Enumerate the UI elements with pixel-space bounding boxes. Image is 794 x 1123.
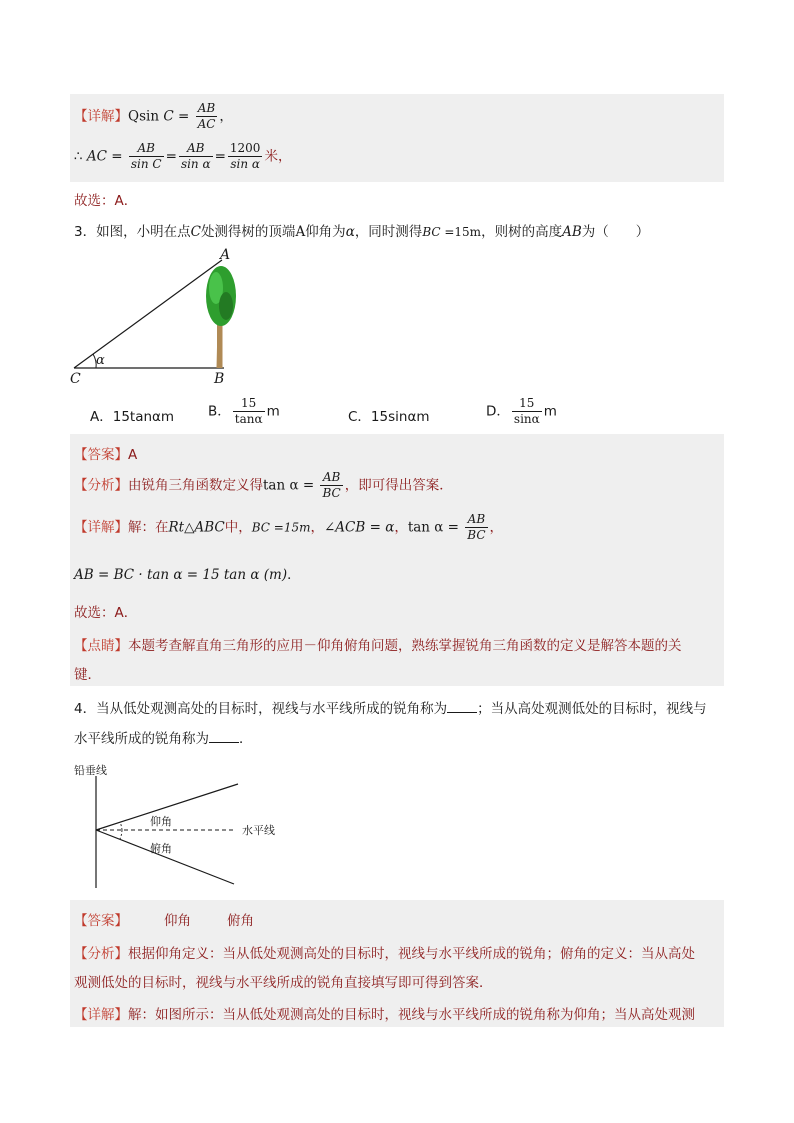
comment-tag: 【点睛】 <box>74 638 128 654</box>
comment-line-1-q3 <box>74 634 682 654</box>
answer-tag: 【答案】 <box>74 913 128 929</box>
analysis-tag: 【分析】 <box>74 477 128 494</box>
answer-value: A <box>128 447 138 463</box>
tan-expr: tan α = <box>407 519 464 536</box>
therefore-line-q2: ∴ AC = $\frac{AB}{\text{sin C}}$ = $\frac{AB}{\text{sin α}}$ = $\frac{1200}{\text{sin α}}$ 米， <box>74 141 292 171</box>
tree-shade <box>219 292 233 320</box>
option-d[interactable] <box>486 396 557 427</box>
depression-label: 俯角 <box>150 842 172 855</box>
option-d-fraction <box>512 396 542 427</box>
label-alpha: α <box>96 353 105 368</box>
bc-value: =15m <box>440 225 482 239</box>
rt-triangle: Rt△ABC <box>168 519 225 536</box>
answer-tag: 【答案】 <box>74 447 128 463</box>
stem-part: 4．当从低处观测高处的目标时，视线与水平线所成的锐角称为 <box>74 701 448 717</box>
frac-num: 15 <box>233 396 265 412</box>
question-4-line-2 <box>74 727 253 747</box>
choice-line-q2 <box>74 189 137 209</box>
blank-2[interactable] <box>209 730 239 743</box>
frac-den: AC <box>197 117 216 131</box>
analysis-text: 由锐角三角函数定义得 <box>128 477 263 494</box>
fraction-3 <box>228 141 263 172</box>
blank-1[interactable] <box>447 700 477 713</box>
option-a[interactable] <box>90 405 174 425</box>
depression-arc <box>120 830 122 839</box>
analysis-text: ，即可得出答案． <box>344 477 453 494</box>
therefore-symbol: ∴ <box>74 148 87 165</box>
frac-num: 15 <box>512 396 542 412</box>
result-equation: AB = BC · tan α = 15 tan α (m) <box>74 567 288 583</box>
analysis-tag: 【分析】 <box>74 946 128 962</box>
label-a: A <box>220 247 231 263</box>
stem-part: ；当从高处观测低处的目标时，视线与 <box>477 701 707 717</box>
analysis-line-1-q4 <box>74 942 695 962</box>
answer-line-q3 <box>74 443 137 463</box>
stem-part: 处测得树的顶端 <box>200 224 296 240</box>
var-ac: AC <box>86 148 107 165</box>
period: ． <box>287 567 301 583</box>
frac-num: AB <box>465 512 487 528</box>
elevation-depression-figure <box>72 762 292 892</box>
frac-den: sin α <box>230 157 260 171</box>
fraction-2 <box>179 141 213 172</box>
detail-fraction <box>465 512 487 543</box>
bc-eq: BC =15m <box>251 520 311 535</box>
analysis-fraction <box>320 470 342 501</box>
frac-den: BC <box>467 528 486 542</box>
elevation-label: 仰角 <box>150 815 172 828</box>
label-b: B <box>214 371 225 386</box>
analysis-text: 观测低处的目标时，视线与水平线所成的锐角直接填写即可得到答案． <box>74 975 493 991</box>
choice-text: 故选：A． <box>74 605 138 621</box>
stem-part: ，同时测得 <box>354 224 423 240</box>
detail-tag: 【详解】 <box>74 1007 128 1023</box>
equation-line-q3 <box>74 563 301 583</box>
sight-line-down <box>96 830 234 884</box>
frac-den: sin α <box>180 157 211 171</box>
fraction-1 <box>129 141 164 172</box>
detail-line-q4 <box>74 1003 695 1023</box>
label-c: C <box>70 371 81 386</box>
because-symbol: Q <box>128 108 140 125</box>
detail-text: 解：在 <box>128 519 169 536</box>
stem-part: ，则树的高度 <box>481 224 563 240</box>
frac-den: BC <box>322 486 341 500</box>
segment-bc: BC <box>422 225 441 239</box>
option-d-label: D． <box>486 403 510 420</box>
segment-ab: AB <box>562 224 582 240</box>
frac-den: tanα <box>234 412 263 426</box>
equals: = <box>173 108 194 125</box>
analysis-line-2-q4 <box>74 971 493 991</box>
angle-eq: ∠ACB = α <box>323 519 395 536</box>
option-c[interactable] <box>348 405 430 425</box>
detail-text: ， <box>489 519 504 536</box>
question-4-line-1 <box>74 697 707 717</box>
angle-alpha: α <box>345 224 355 240</box>
detail-line-q3 <box>74 512 503 543</box>
detail-line-q2 <box>74 101 233 132</box>
detail-text: ， <box>310 519 324 536</box>
comment-line-2-q3 <box>74 663 101 683</box>
detail-text: 解：如图所示：当从低处观测高处的目标时，视线与水平线所成的锐角称为仰角；当从高处观测 <box>128 1007 695 1023</box>
choice-line-q3 <box>74 601 137 621</box>
tree-trunk-body <box>217 324 222 368</box>
var-c: C <box>163 108 174 125</box>
tan-expr: tan α = <box>263 477 319 494</box>
answer-line-q4 <box>74 909 254 929</box>
horizontal-label: 水平线 <box>242 824 275 837</box>
choice-text: 故选：A． <box>74 193 138 209</box>
plumb-label: 铅垂线 <box>74 764 107 777</box>
option-b[interactable] <box>208 396 280 427</box>
point-c: C <box>190 224 201 240</box>
sin-fn: sin <box>139 108 164 125</box>
frac-den: sinα <box>513 412 540 426</box>
option-d-unit: m <box>543 403 557 420</box>
unit-meter: 米， <box>264 148 292 165</box>
stem-part: 仰角为 <box>305 224 346 240</box>
option-b-fraction <box>233 396 265 427</box>
detail-tag: 【详解】 <box>74 519 128 536</box>
analysis-line-q3 <box>74 470 453 501</box>
frac-num: AB <box>196 101 218 117</box>
option-c-text: C．15sinαm <box>348 409 430 425</box>
frac-num: AB <box>179 141 213 157</box>
frac-den: sin C <box>130 157 162 171</box>
option-b-label: B． <box>208 403 231 420</box>
option-b-unit: m <box>266 403 280 420</box>
option-a-text: A．15tanαm <box>90 409 175 425</box>
point-a: A <box>295 224 306 240</box>
stem-part: 为（ ） <box>581 224 650 240</box>
answer-1: 仰角 <box>164 913 191 929</box>
analysis-text: 根据仰角定义：当从低处观测高处的目标时，视线与水平线所成的锐角；俯角的定义：当从高处 <box>128 946 695 962</box>
frac-num: AB <box>129 141 164 157</box>
detail-text: ， <box>394 519 408 536</box>
equals: = <box>106 148 127 165</box>
stem-part: 3．如图，小明在点 <box>74 224 191 240</box>
comment-text: 键． <box>74 667 101 683</box>
fraction-ab-ac <box>196 101 218 132</box>
detail-text: 中， <box>224 519 252 536</box>
stem-part: 水平线所成的锐角称为 <box>74 731 209 747</box>
comma: ， <box>219 108 233 125</box>
comment-text: 本题考查解直角三角形的应用－仰角俯角问题，熟练掌握锐角三角函数的定义是解答本题的关 <box>128 638 682 654</box>
stem-part: ． <box>239 731 253 747</box>
sight-line-ca <box>74 260 222 368</box>
answer-2: 俯角 <box>227 913 254 929</box>
detail-tag: 【详解】 <box>74 108 128 125</box>
frac-num: 1200 <box>229 141 261 155</box>
frac-num: AB <box>320 470 342 486</box>
triangle-tree-figure <box>66 246 246 386</box>
question-3-stem <box>74 220 649 240</box>
elevation-arc <box>120 822 122 830</box>
